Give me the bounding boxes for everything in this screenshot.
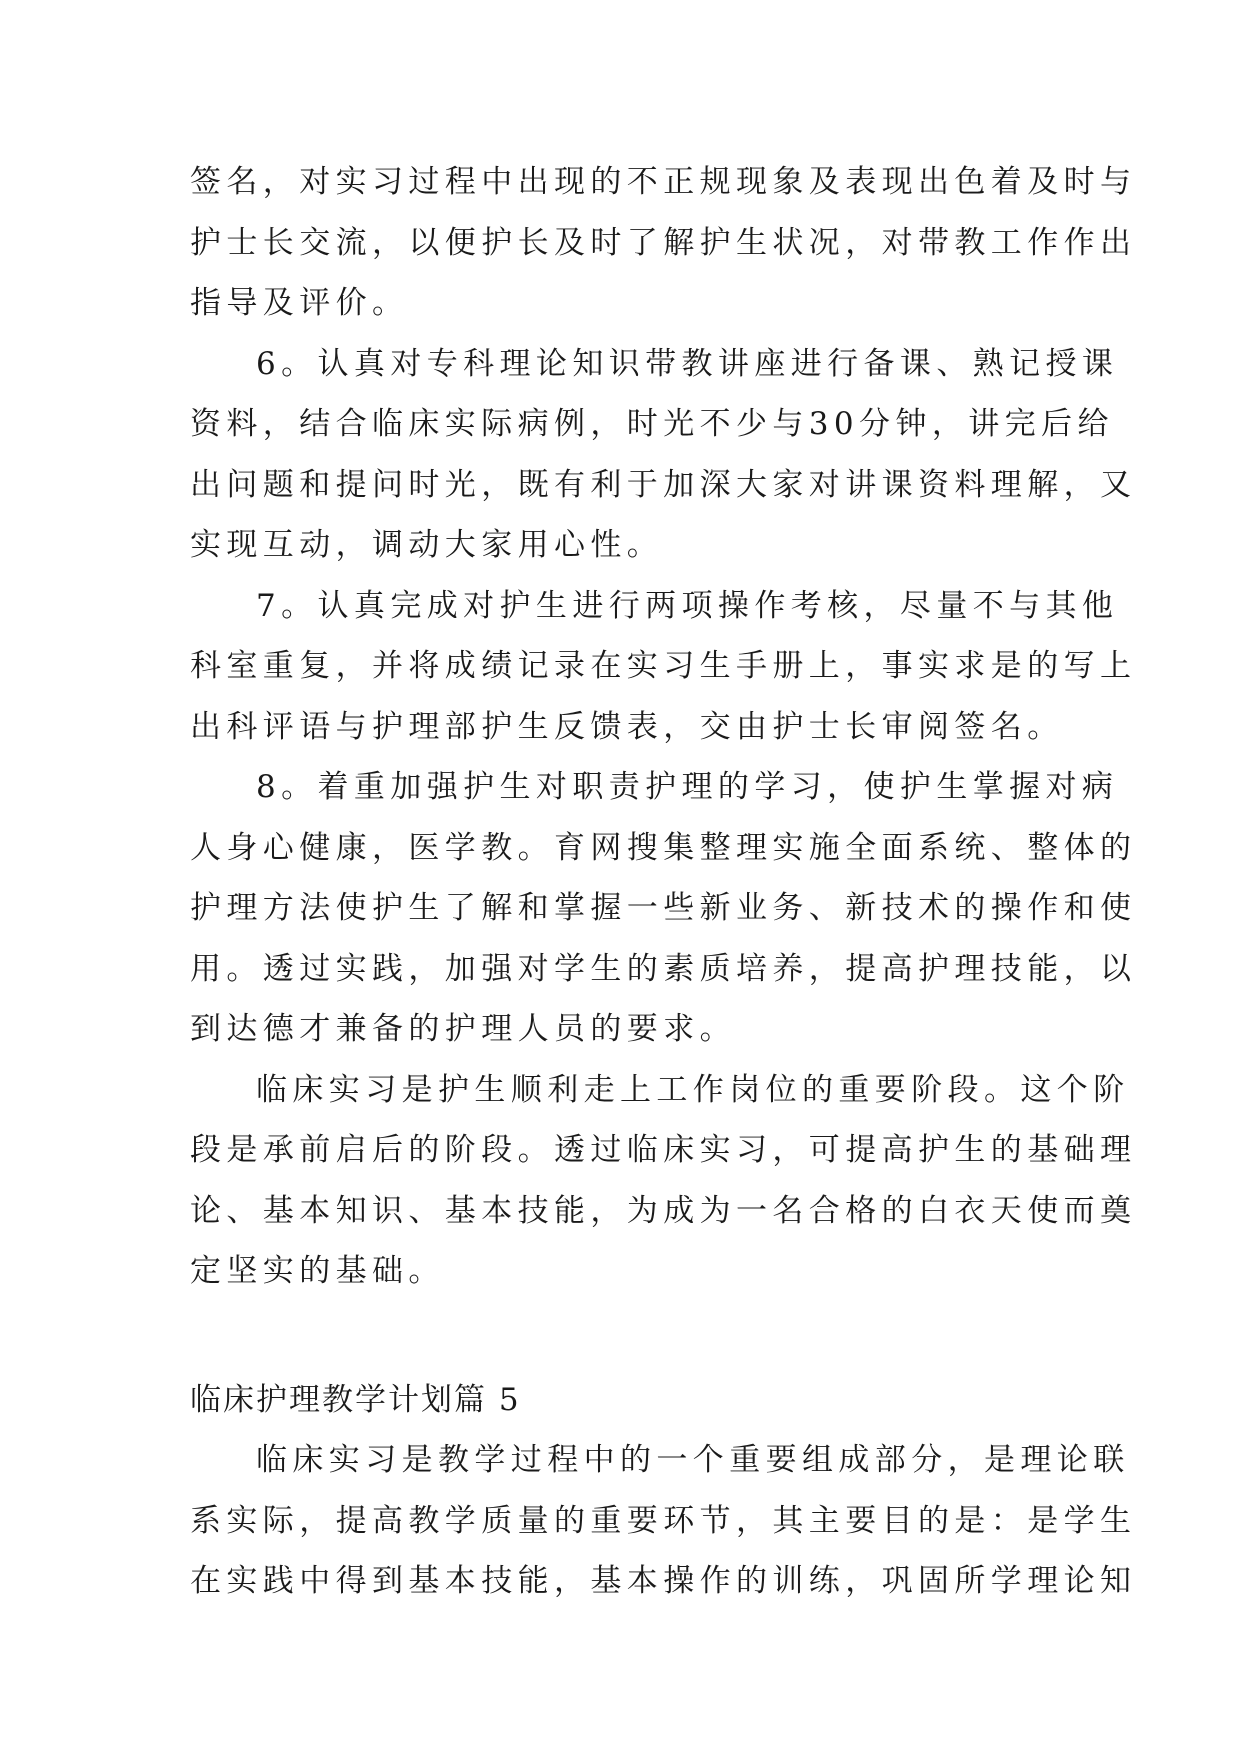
paragraph-line: 科室重复，并将成绩记录在实习生手册上，事实求是的写上 (190, 648, 1137, 684)
paragraph-line: 签名，对实习过程中出现的不正规现象及表现出色着及时与 (190, 164, 1137, 200)
paragraph-line: 护理方法使护生了解和掌握一些新业务、新技术的操作和使 (190, 890, 1137, 926)
paragraph-line: 出问题和提问时光，既有利于加深大家对讲课资料理解，又 (190, 466, 1137, 503)
section-title: 临床护理教学计划篇 5 (190, 1381, 521, 1418)
paragraph-line: 7。认真完成对护生进行两项操作考核，尽量不与其他 (256, 587, 1119, 624)
paragraph-line: 定坚实的基础。 (190, 1253, 445, 1289)
paragraph-line: 论、基本知识、基本技能，为成为一名合格的白衣天使而奠 (190, 1192, 1137, 1229)
paragraph-line: 在实践中得到基本技能，基本操作的训练，巩固所学理论知 (190, 1563, 1137, 1599)
paragraph-line: 护士长交流，以便护长及时了解护生状况，对带教工作作出 (190, 224, 1137, 261)
paragraph-line: 出科评语与护理部护生反馈表，交由护士长审阅签名。 (190, 708, 1064, 745)
paragraph-line: 用。透过实践，加强对学生的素质培养，提高护理技能，以 (190, 950, 1137, 987)
paragraph-line: 到达德才兼备的护理人员的要求。 (190, 1011, 736, 1047)
document-body (190, 152, 1137, 1612)
paragraph-line: 实现互动，调动大家用心性。 (190, 527, 664, 563)
paragraph-line: 段是承前启后的阶段。透过临床实习，可提高护生的基础理 (190, 1132, 1137, 1168)
paragraph-line: 8。着重加强护生对职责护理的学习，使护生掌握对病 (256, 769, 1119, 805)
paragraph-line: 资料，结合临床实际病例，时光不少与30分钟，讲完后给 (190, 406, 1114, 442)
section-spacer (190, 1302, 1055, 1370)
paragraph-line: 人身心健康，医学教。育网搜集整理实施全面系统、整体的 (190, 829, 1137, 866)
paragraph-line: 临床实习是护生顺利走上工作岗位的重要阶段。这个阶 (256, 1071, 1130, 1108)
paragraph-line: 指导及评价。 (190, 285, 409, 321)
paragraph-line: 6。认真对专科理论知识带教讲座进行备课、熟记授课 (256, 345, 1119, 382)
paragraph-line: 临床实习是教学过程中的一个重要组成部分，是理论联 (256, 1442, 1130, 1478)
paragraph-line: 系实际，提高教学质量的重要环节，其主要目的是：是学生 (190, 1502, 1137, 1539)
